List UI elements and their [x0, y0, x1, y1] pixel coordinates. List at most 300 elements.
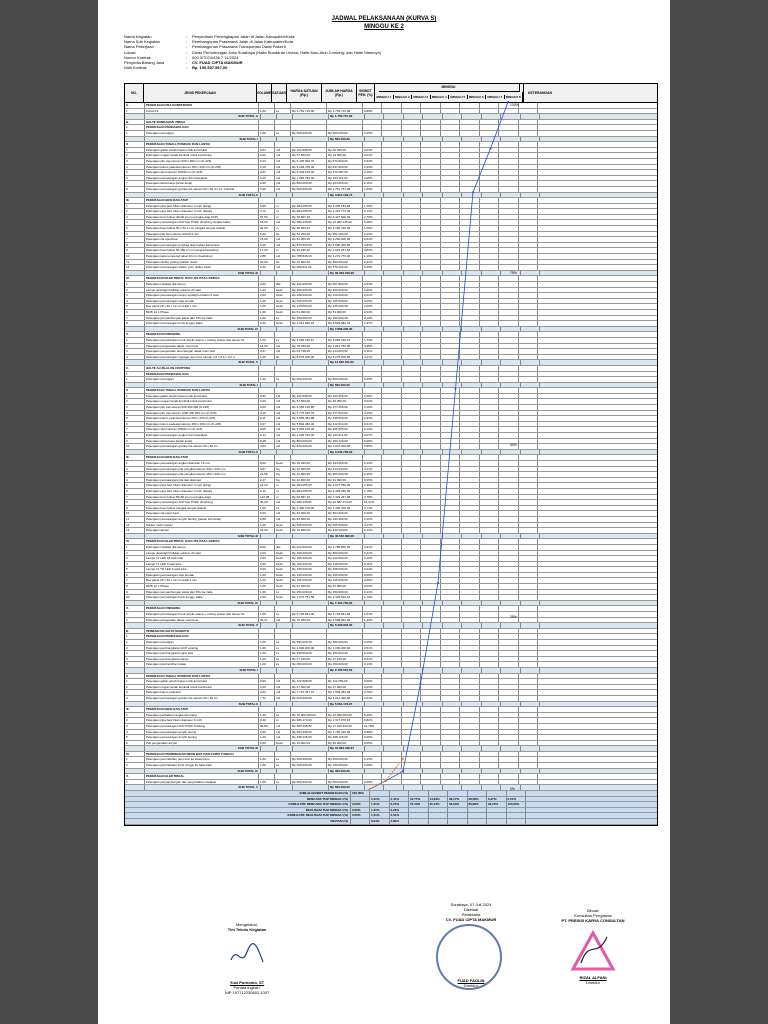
cell-bobot: 0,25%	[363, 735, 382, 740]
week-cell	[441, 248, 461, 253]
week-cell	[519, 651, 539, 656]
cell-job: Pekerjaan pemasangan plat pengikat ukuran 150 x 200 mm	[145, 472, 259, 477]
week-cell	[460, 411, 480, 416]
week-cell	[423, 114, 443, 119]
cell-job: Pekerjaan sticker cutting (sticker clear)	[145, 260, 259, 265]
week-cell	[421, 153, 441, 158]
week-cell	[421, 165, 441, 170]
week-cell	[441, 444, 461, 449]
cell-jumlah-harga: Rp 261.000,00	[327, 232, 363, 237]
cell-harga-satuan	[291, 539, 327, 544]
week-cell	[519, 215, 539, 220]
week-cell	[441, 696, 461, 701]
cell-sat	[275, 103, 291, 108]
week-cell	[384, 623, 404, 628]
week-cell	[499, 220, 519, 225]
cell-vol: 2,00	[259, 265, 275, 270]
cell-keterangan	[538, 528, 571, 533]
cell-no: 1	[125, 612, 145, 617]
week-cell	[499, 372, 519, 377]
cell-bobot: 0,13%	[363, 232, 382, 237]
week-cell	[441, 299, 461, 304]
week-header: MINGGU 6	[468, 95, 487, 99]
cell-jumlah-harga: Rp 4.812.199,73	[329, 193, 365, 198]
week-cell	[421, 741, 441, 746]
week-cell	[421, 679, 441, 684]
week-cell	[499, 634, 519, 639]
week-cell	[480, 232, 500, 237]
cell-sat	[275, 674, 291, 679]
cell-job: Pekerjaan pemasangan angkur diameter 16 mm	[145, 461, 259, 466]
week-cell	[404, 137, 424, 142]
cell-vol: 0,13	[259, 159, 275, 164]
week-cell	[480, 741, 500, 746]
week-cell	[468, 808, 488, 813]
cell-jumlah-harga: Rp 265.205,00	[327, 427, 363, 432]
week-cell	[441, 478, 461, 483]
cell-vol	[259, 629, 275, 634]
cell-no: II.	[125, 674, 145, 679]
cell-vol: 20,00	[259, 260, 275, 265]
cell-harga-satuan: Rp 854.000,00	[291, 439, 327, 444]
cell-vol: 1,00	[259, 651, 275, 656]
week-cell	[421, 618, 441, 623]
week-cell	[402, 718, 422, 723]
week-cell	[384, 746, 404, 751]
cell-jumlah-harga: Rp 164.116,00	[327, 176, 363, 181]
cell-bobot: 0,13%	[363, 590, 382, 595]
week-cell	[382, 394, 402, 399]
week-cell	[402, 612, 422, 617]
cell-bobot: 0,21%	[363, 422, 382, 427]
cell-job: Pekerjaan pipa besi hitam diameter 3 inch (balok)	[145, 209, 259, 214]
cell-vol: 1,00	[259, 612, 275, 617]
week-cell: 1,31%	[370, 797, 390, 802]
week-cell	[382, 741, 402, 746]
week-cell	[441, 724, 461, 729]
week-cell	[499, 590, 519, 595]
week-cell	[382, 220, 402, 225]
cell-vol: 1,00	[259, 735, 275, 740]
week-cell	[382, 455, 402, 460]
week-cell	[441, 349, 461, 354]
cell-sat	[277, 746, 293, 751]
week-cell	[499, 254, 519, 259]
cell-vol: 1,00	[259, 657, 275, 662]
cell-no: 1	[125, 713, 145, 718]
week-cell	[480, 539, 500, 544]
week-cell	[480, 215, 500, 220]
cell-harga-satuan: Rp 250.000,00	[291, 757, 327, 762]
cell-vol: 2,88	[259, 517, 275, 522]
week-cell	[441, 198, 461, 203]
week-cell	[499, 774, 519, 779]
cell-vol	[261, 193, 277, 198]
week-cell	[460, 377, 480, 382]
cell-harga-satuan: Rp 686.235,82	[291, 500, 327, 505]
cell-keterangan	[538, 349, 571, 354]
week-cell	[499, 657, 519, 662]
week-cell	[499, 495, 519, 500]
summary-bobot: 0,00%	[351, 813, 370, 818]
cell-job: Pekerjaan pemasangan plat pengikat ukuran 300 x 200 mm	[145, 467, 259, 472]
cell-jumlah-harga: Rp 667.800,00	[327, 282, 363, 287]
cell-harga-satuan: Rp 42.000,00	[291, 467, 327, 472]
week-cell	[421, 344, 441, 349]
cell-sat: buah	[275, 584, 291, 589]
info-key: Nama Sub Kegiatan	[124, 39, 160, 45]
info-key: Nama Pekerjaan	[124, 44, 154, 50]
week-cell	[482, 769, 502, 774]
cell-bobot: 1,78%	[363, 489, 382, 494]
cell-job: Pekerjaan pile cap ukuran 1200 400 200 mm (K-225)	[145, 411, 259, 416]
cell-sat: bh	[275, 232, 291, 237]
week-cell	[519, 506, 539, 511]
cell-job: Pekerjaan pemindahan kursi tunggu ke halte baru	[145, 763, 259, 768]
cell-bobot	[365, 702, 384, 707]
cell-bobot: 2,97%	[363, 321, 382, 326]
week-cell	[441, 433, 461, 438]
cell-sat: buah	[275, 310, 291, 315]
cell-job: PEKERJAAN ELEKTRIKAL DAN UTILITAS LAINNYA	[145, 276, 259, 281]
cell-bobot: 1,54%	[363, 612, 382, 617]
week-cell	[460, 254, 480, 259]
cell-harga-satuan: Rp 8.275.200,00	[291, 355, 327, 360]
week-cell: 28,58%	[468, 797, 488, 802]
week-cell	[402, 153, 422, 158]
cell-sat: buah	[275, 573, 291, 578]
cell-no: 1	[125, 282, 145, 287]
cell-sat: m2	[275, 500, 291, 505]
cell-keterangan	[538, 338, 571, 343]
cell-keterangan	[538, 142, 571, 147]
week-cell	[519, 349, 539, 354]
cell-harga-satuan: Rp 122.508,00	[291, 394, 327, 399]
cell-job: HALTE BUNDARAN UNESA	[145, 120, 259, 125]
week-cell	[402, 388, 422, 393]
cell-vol: 6,00	[259, 511, 275, 516]
cell-sat: m3	[275, 148, 291, 153]
week-cell	[521, 450, 541, 455]
week-cell	[519, 304, 539, 309]
cell-harga-satuan: Rp 1.000.000,00	[291, 646, 327, 651]
cell-harga-satuan: Rp 854.000,00	[291, 181, 327, 186]
cell-harga-satuan: Rp 500.000,00	[291, 640, 327, 645]
week-cell: 2,72%	[390, 802, 410, 807]
week-cell	[460, 523, 480, 528]
week-cell	[382, 606, 402, 611]
summary-label: DEVIASI (%)	[125, 819, 351, 824]
week-cell	[402, 411, 422, 416]
week-cell	[480, 416, 500, 421]
week-cell	[382, 204, 402, 209]
week-cell	[382, 131, 402, 136]
summary-label: JUMLAH BOBOT PEKERJAAN (%)	[125, 791, 351, 796]
cell-harga-satuan: Rp 208.000,00	[291, 293, 327, 298]
cell-vol	[261, 360, 277, 365]
week-cell	[441, 109, 461, 114]
week-cell	[501, 193, 521, 198]
week-cell	[499, 562, 519, 567]
week-cell	[487, 791, 507, 796]
cell-sat	[277, 623, 293, 628]
cell-job: Pekerjaan instalasi titik lampu	[145, 545, 259, 550]
cell-bobot: 0,71%	[363, 506, 382, 511]
cell-harga-satuan: Rp 122.508,00	[291, 148, 327, 153]
cell-bobot: 10,47%	[363, 500, 382, 505]
week-cell	[480, 640, 500, 645]
cell-bobot: 0,95%	[363, 344, 382, 349]
cell-bobot: 0,13%	[363, 316, 382, 321]
cell-jumlah-harga: Rp 377.455,00	[327, 405, 363, 410]
week-cell	[382, 399, 402, 404]
cell-bobot	[363, 674, 382, 679]
cell-no: 2	[125, 209, 145, 214]
week-cell	[519, 165, 539, 170]
scale-label: 0%	[510, 787, 515, 790]
week-cell	[519, 109, 539, 114]
cell-job: PEKERJAAN PEMINDAHAN NEON BOX DAN KURSI TUNGGU	[145, 752, 259, 757]
week-header: MINGGU 8	[505, 94, 521, 99]
week-cell	[482, 137, 502, 142]
week-cell	[499, 332, 519, 337]
cell-jumlah-harga: Rp 2.330.183,00	[327, 204, 363, 209]
week-cell	[402, 657, 422, 662]
week-cell	[421, 243, 441, 248]
cell-harga-satuan: Rp 2.720.841,00	[291, 612, 327, 617]
week-cell	[521, 702, 541, 707]
cell-no: 4	[125, 730, 145, 735]
cell-job: Pekerjaan pematgan	[145, 640, 259, 645]
week-cell	[460, 724, 480, 729]
cell-job: PEKERJAAN ELEKTRIKAL	[145, 774, 259, 779]
week-cell	[519, 332, 539, 337]
week-cell	[482, 193, 502, 198]
cell-harga-satuan: Rp 863.208,00	[291, 730, 327, 735]
cell-harga-satuan	[291, 103, 327, 108]
week-cell	[421, 718, 441, 723]
week-cell	[382, 657, 402, 662]
week-cell	[468, 813, 488, 818]
cell-job: Pekerjaan sloof ukuran 150/20 cm (K-225)	[145, 427, 259, 432]
cell-job: Pekerjaan pemasangan acrylic bening	[145, 735, 259, 740]
week-cell	[521, 623, 541, 628]
week-cell	[460, 260, 480, 265]
cell-sat	[277, 383, 293, 388]
week-cell	[480, 165, 500, 170]
cell-keterangan	[538, 679, 571, 684]
cell-no	[125, 360, 145, 365]
signature-right	[538, 908, 648, 985]
cell-job: Pekerjaan urugan tanah kembali untuk konstruksi	[145, 399, 259, 404]
cell-jumlah-harga: Rp 412.614,00	[327, 422, 363, 427]
cell-harga-satuan: Rp 250.000,00	[291, 662, 327, 667]
cell-keterangan	[538, 495, 571, 500]
week-cell	[421, 690, 441, 695]
week-cell	[480, 718, 500, 723]
cell-bobot	[365, 327, 384, 332]
week-cell	[441, 153, 461, 158]
cell-job: SUB TOTAL II	[145, 702, 261, 707]
cell-sat: buah	[275, 304, 291, 309]
cell-harga-satuan: Rp 520.000,00	[291, 696, 327, 701]
cell-bobot	[365, 534, 384, 539]
cell-sat	[277, 769, 293, 774]
week-cell	[519, 590, 539, 595]
week-cell	[382, 265, 402, 270]
cell-no	[125, 623, 145, 628]
cell-sat	[277, 668, 293, 673]
week-cell	[480, 276, 500, 281]
cell-job: PEKERJAAN BESI DAN ATAP	[145, 455, 259, 460]
cell-keterangan	[538, 304, 571, 309]
week-cell	[441, 366, 461, 371]
week-cell	[460, 237, 480, 242]
cell-no: 5	[125, 416, 145, 421]
cell-no: V.	[125, 606, 145, 611]
week-cell	[460, 165, 480, 170]
cell-job: SUB TOTAL V	[145, 623, 261, 628]
week-cell	[501, 271, 521, 276]
week-cell	[460, 427, 480, 432]
week-cell	[421, 713, 441, 718]
cell-vol: 0,06	[259, 405, 275, 410]
week-cell	[519, 556, 539, 561]
week-cell	[448, 791, 468, 796]
week-cell	[460, 618, 480, 623]
cell-harga-satuan	[293, 327, 329, 332]
cell-bobot	[365, 601, 384, 606]
cell-jumlah-harga: Rp 400.000,00	[329, 769, 365, 774]
week-cell	[499, 780, 519, 785]
week-cell	[519, 472, 539, 477]
week-cell	[519, 209, 539, 214]
week-cell	[499, 176, 519, 181]
cell-vol	[261, 668, 277, 673]
cell-jumlah-harga: Rp 7.455.700,00	[329, 601, 365, 606]
week-cell	[480, 724, 500, 729]
cell-jumlah-harga: Rp 36.309.796,00	[329, 271, 365, 276]
week-cell	[441, 215, 461, 220]
week-cell	[482, 383, 502, 388]
cell-bobot	[363, 629, 382, 634]
week-cell	[480, 142, 500, 147]
week-cell	[460, 511, 480, 516]
cell-keterangan	[538, 634, 571, 639]
week-cell	[402, 752, 422, 757]
week-cell	[441, 103, 461, 108]
week-cell	[499, 316, 519, 321]
week-cell	[382, 517, 402, 522]
cell-jumlah-harga: Rp 105.000,00	[327, 573, 363, 578]
summary-label: KOMULATIF REALISASI TIAP MINGGU (%)	[125, 813, 351, 818]
cell-job: Pekerjaan instalasi titik lampu	[145, 282, 259, 287]
week-cell	[519, 489, 539, 494]
cell-harga-satuan: Rp 15.000,00	[291, 741, 327, 746]
cell-bobot: 2,04%	[363, 696, 382, 701]
col-keterangan: KETERANGAN	[528, 91, 552, 95]
cell-harga-satuan: Rp 384.095,00	[291, 204, 327, 209]
cell-jumlah-harga: Rp 648.500,00	[327, 416, 363, 421]
week-cell	[460, 215, 480, 220]
week-cell	[519, 752, 539, 757]
cell-vol: 7,72	[259, 696, 275, 701]
week-cell: 93,25%	[487, 802, 507, 807]
week-cell	[480, 422, 500, 427]
cell-no: 2	[125, 646, 145, 651]
week-cell	[521, 668, 541, 673]
cell-no: 5	[125, 567, 145, 572]
cell-no	[125, 450, 145, 455]
week-cell	[480, 332, 500, 337]
week-cell	[460, 444, 480, 449]
cell-keterangan	[538, 310, 571, 315]
cell-vol: 32,60	[259, 226, 275, 231]
week-cell	[421, 551, 441, 556]
cell-harga-satuan: Rp 52.200,00	[291, 232, 327, 237]
week-cell	[402, 338, 422, 343]
cell-harga-satuan: Rp 84.500,00	[291, 517, 327, 522]
week-cell	[382, 467, 402, 472]
cell-vol: 1,00	[259, 713, 275, 718]
cell-sat: Ls	[275, 763, 291, 768]
cell-jumlah-harga	[327, 539, 363, 544]
cell-sat: m2	[275, 254, 291, 259]
cell-sat: m3	[275, 165, 291, 170]
week-cell	[519, 567, 539, 572]
week-cell	[421, 433, 441, 438]
cell-harga-satuan: Rp 125.000,00	[291, 304, 327, 309]
week-cell	[499, 165, 519, 170]
cell-jumlah-harga	[327, 125, 363, 130]
cell-job: Pekerjaan pemasangan granite tile ukuran 60 x 60 cm inc. borland	[145, 187, 259, 192]
week-cell	[382, 237, 402, 242]
cell-bobot	[363, 606, 382, 611]
week-cell	[382, 506, 402, 511]
cell-sat: m2	[275, 696, 291, 701]
title-line1: JADWAL PELAKSANAAN (KURVA S)	[331, 16, 437, 22]
cell-job: Pekerjaan pile cap ukuran 600 400 200 (K-225)	[145, 405, 259, 410]
week-cell	[421, 310, 441, 315]
week-cell	[382, 500, 402, 505]
week-cell	[421, 646, 441, 651]
cell-harga-satuan: Rp 1.025.792,30	[291, 433, 327, 438]
week-cell	[480, 299, 500, 304]
week-cell	[460, 595, 480, 600]
week-cell	[402, 578, 422, 583]
week-cell	[499, 640, 519, 645]
cell-job: PEKERJAAN TANAH, PONDASI DAN LANTAI	[145, 142, 259, 147]
cell-sat: m3	[275, 181, 291, 186]
week-cell	[382, 209, 402, 214]
cell-keterangan	[538, 685, 571, 690]
week-cell	[441, 316, 461, 321]
cell-bobot: 0,05%	[363, 741, 382, 746]
cell-no: 11	[125, 260, 145, 265]
cell-harga-satuan	[293, 137, 329, 142]
week-cell	[402, 634, 422, 639]
cell-jumlah-harga: Rp 1.617.378,15	[327, 718, 363, 723]
cell-no: 12	[125, 523, 145, 528]
week-cell	[441, 707, 461, 712]
week-cell	[423, 769, 443, 774]
week-cell	[482, 702, 502, 707]
week-cell	[482, 271, 502, 276]
cell-vol: 0,90	[259, 679, 275, 684]
week-cell	[460, 495, 480, 500]
week-cell	[402, 237, 422, 242]
week-cell	[460, 304, 480, 309]
